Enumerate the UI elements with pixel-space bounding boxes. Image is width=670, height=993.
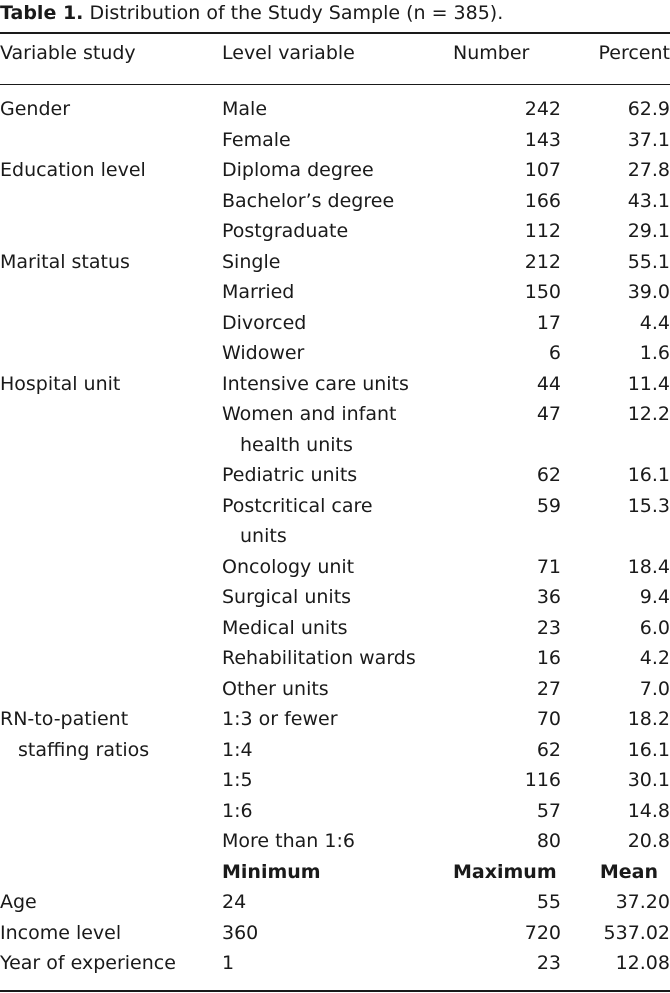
percent-cell: 12.2 (627, 403, 670, 425)
variable-cell (0, 796, 222, 827)
level-cell: Postcritical care (222, 494, 373, 517)
table-row (0, 247, 670, 278)
level-cell: More than 1:6 (222, 830, 355, 852)
level-cell: Surgical units (222, 586, 352, 608)
number-cell (453, 430, 561, 461)
column-header: Variable study (0, 42, 136, 64)
percent-cell: 39.0 (627, 281, 670, 303)
level-cell: Female (222, 128, 291, 151)
level-cell: Pediatric units (222, 464, 358, 486)
table-row (0, 552, 670, 583)
variable-cell (0, 643, 222, 674)
number-cell: 143 (524, 128, 561, 151)
table-caption-label: Table 1. (0, 2, 84, 24)
variable-cell (0, 308, 222, 339)
number-cell: 166 (524, 189, 561, 212)
variable-cell (0, 735, 222, 766)
level-cell (222, 430, 453, 461)
number-cell: 47 (536, 403, 561, 425)
variable-cell (0, 521, 222, 552)
data-table (0, 40, 670, 979)
percent-cell (561, 430, 670, 461)
variable-cell: Hospital unit (0, 372, 121, 395)
number-cell: 23 (536, 616, 561, 639)
stat-column-header: Maximum (453, 860, 557, 883)
number-cell: 59 (536, 494, 561, 517)
table-row (0, 369, 670, 400)
percent-cell: 27.8 (627, 159, 670, 181)
level-cell: Bachelor’s degree (222, 189, 395, 212)
mean-cell: 12.08 (615, 952, 670, 974)
stat-column-header: Minimum (222, 860, 321, 883)
percent-cell: 16.1 (627, 464, 670, 486)
level-cell: Diploma degree (222, 159, 374, 181)
stat-header-row (0, 857, 670, 888)
variable-cell: RN-to-patient (0, 708, 129, 730)
variable-cell (0, 430, 222, 461)
level-cell: 1:4 (222, 738, 253, 761)
table-body (0, 84, 670, 979)
percent-cell: 14.8 (627, 799, 670, 822)
table-row (0, 308, 670, 339)
header-row (0, 40, 670, 84)
variable-cell (0, 338, 222, 369)
number-cell: 62 (536, 738, 561, 761)
percent-cell: 18.2 (627, 708, 670, 730)
number-cell: 116 (524, 769, 561, 791)
level-cell: Male (222, 98, 268, 120)
number-cell: 71 (536, 555, 561, 578)
maximum-cell: 720 (524, 921, 561, 944)
table-row (0, 521, 670, 552)
bottom-rule (0, 990, 670, 992)
continued-text: staffing ratios (18, 738, 150, 761)
table-row (0, 491, 670, 522)
table-row (0, 430, 670, 461)
level-cell: Married (222, 281, 295, 303)
level-cell: Widower (222, 342, 305, 364)
mean-cell: 37.20 (615, 891, 670, 913)
table-row (0, 216, 670, 247)
table-caption-text: Distribution of the Study Sample (n = 385). (89, 2, 504, 24)
table-row (0, 125, 670, 156)
percent-cell: 4.4 (639, 311, 670, 334)
table-row (0, 460, 670, 491)
level-cell: Rehabilitation wards (222, 647, 416, 669)
number-cell: 6 (548, 342, 561, 364)
percent-cell: 62.9 (627, 98, 670, 120)
minimum-cell: 1 (222, 952, 235, 974)
number-cell: 36 (536, 586, 561, 608)
level-cell: Women and infant (222, 403, 397, 425)
table-row (0, 674, 670, 705)
stat-row (0, 948, 670, 979)
number-cell: 16 (536, 647, 561, 669)
percent-cell: 29.1 (627, 220, 670, 242)
variable-cell: Marital status (0, 250, 130, 273)
table-row (0, 84, 670, 125)
continued-text: units (240, 525, 287, 547)
number-cell: 112 (524, 220, 561, 242)
table-row (0, 796, 670, 827)
table-caption (0, 0, 503, 26)
minimum-cell: 24 (222, 891, 247, 913)
percent-cell: 55.1 (627, 250, 670, 273)
number-cell (453, 521, 561, 552)
table-row (0, 704, 670, 735)
variable-cell (0, 582, 222, 613)
column-header: Level variable (222, 42, 355, 64)
number-cell: 80 (536, 830, 561, 852)
table-row (0, 186, 670, 217)
level-cell: Intensive care units (222, 372, 409, 395)
level-cell: Single (222, 250, 281, 273)
top-rule (0, 32, 670, 34)
table-row (0, 338, 670, 369)
level-cell: 1:5 (222, 769, 253, 791)
percent-cell: 30.1 (627, 769, 670, 791)
number-cell: 70 (536, 708, 561, 730)
maximum-cell: 23 (536, 952, 561, 974)
variable-cell (0, 826, 222, 857)
variable-cell (0, 186, 222, 217)
percent-cell: 16.1 (627, 738, 670, 761)
stat-row (0, 887, 670, 918)
variable-cell (0, 674, 222, 705)
variable-cell (0, 125, 222, 156)
percent-cell: 11.4 (627, 372, 670, 395)
level-cell: Other units (222, 677, 329, 700)
variable-cell (0, 216, 222, 247)
percent-cell: 9.4 (639, 586, 670, 608)
percent-cell: 7.0 (639, 677, 670, 700)
variable-cell (0, 491, 222, 522)
percent-cell: 6.0 (639, 616, 670, 639)
variable-cell (0, 399, 222, 430)
table-row (0, 155, 670, 186)
variable-cell (0, 765, 222, 796)
number-cell: 44 (536, 372, 561, 395)
table-row (0, 582, 670, 613)
level-cell: Medical units (222, 616, 348, 639)
stat-column-header (0, 857, 222, 888)
variable-cell: Gender (0, 98, 71, 120)
table-row (0, 613, 670, 644)
percent-cell: 37.1 (627, 128, 670, 151)
stat-label-cell: Age (0, 891, 37, 913)
number-cell: 17 (536, 311, 561, 334)
percent-cell: 15.3 (627, 494, 670, 517)
variable-cell (0, 460, 222, 491)
stat-column-header: Mean (599, 860, 658, 883)
column-header: Percent (598, 42, 670, 64)
stat-row (0, 918, 670, 949)
variable-cell (0, 277, 222, 308)
table-row (0, 826, 670, 857)
level-cell: Oncology unit (222, 555, 355, 578)
table-row (0, 765, 670, 796)
level-cell (222, 521, 453, 552)
number-cell: 150 (524, 281, 561, 303)
level-cell: Postgraduate (222, 220, 349, 242)
percent-cell: 18.4 (627, 555, 670, 578)
variable-cell: Education level (0, 159, 146, 181)
percent-cell: 20.8 (627, 830, 670, 852)
variable-cell (0, 613, 222, 644)
number-cell: 57 (536, 799, 561, 822)
table-row (0, 735, 670, 766)
number-cell: 212 (524, 250, 561, 273)
level-cell: Divorced (222, 311, 307, 334)
column-header: Number (453, 42, 530, 64)
continued-text: health units (240, 433, 353, 456)
variable-cell (0, 552, 222, 583)
table-row (0, 643, 670, 674)
percent-cell: 43.1 (627, 189, 670, 212)
number-cell: 107 (524, 159, 561, 181)
mean-cell: 537.02 (603, 921, 670, 944)
maximum-cell: 55 (536, 891, 561, 913)
table-row (0, 399, 670, 430)
number-cell: 27 (536, 677, 561, 700)
number-cell: 242 (524, 98, 561, 120)
level-cell: 1:6 (222, 799, 253, 822)
percent-cell (561, 521, 670, 552)
stat-label-cell: Income level (0, 921, 122, 944)
percent-cell: 1.6 (639, 342, 670, 364)
percent-cell: 4.2 (639, 647, 670, 669)
level-cell: 1:3 or fewer (222, 708, 338, 730)
number-cell: 62 (536, 464, 561, 486)
table-row (0, 277, 670, 308)
minimum-cell: 360 (222, 921, 259, 944)
stat-label-cell: Year of experience (0, 952, 176, 974)
